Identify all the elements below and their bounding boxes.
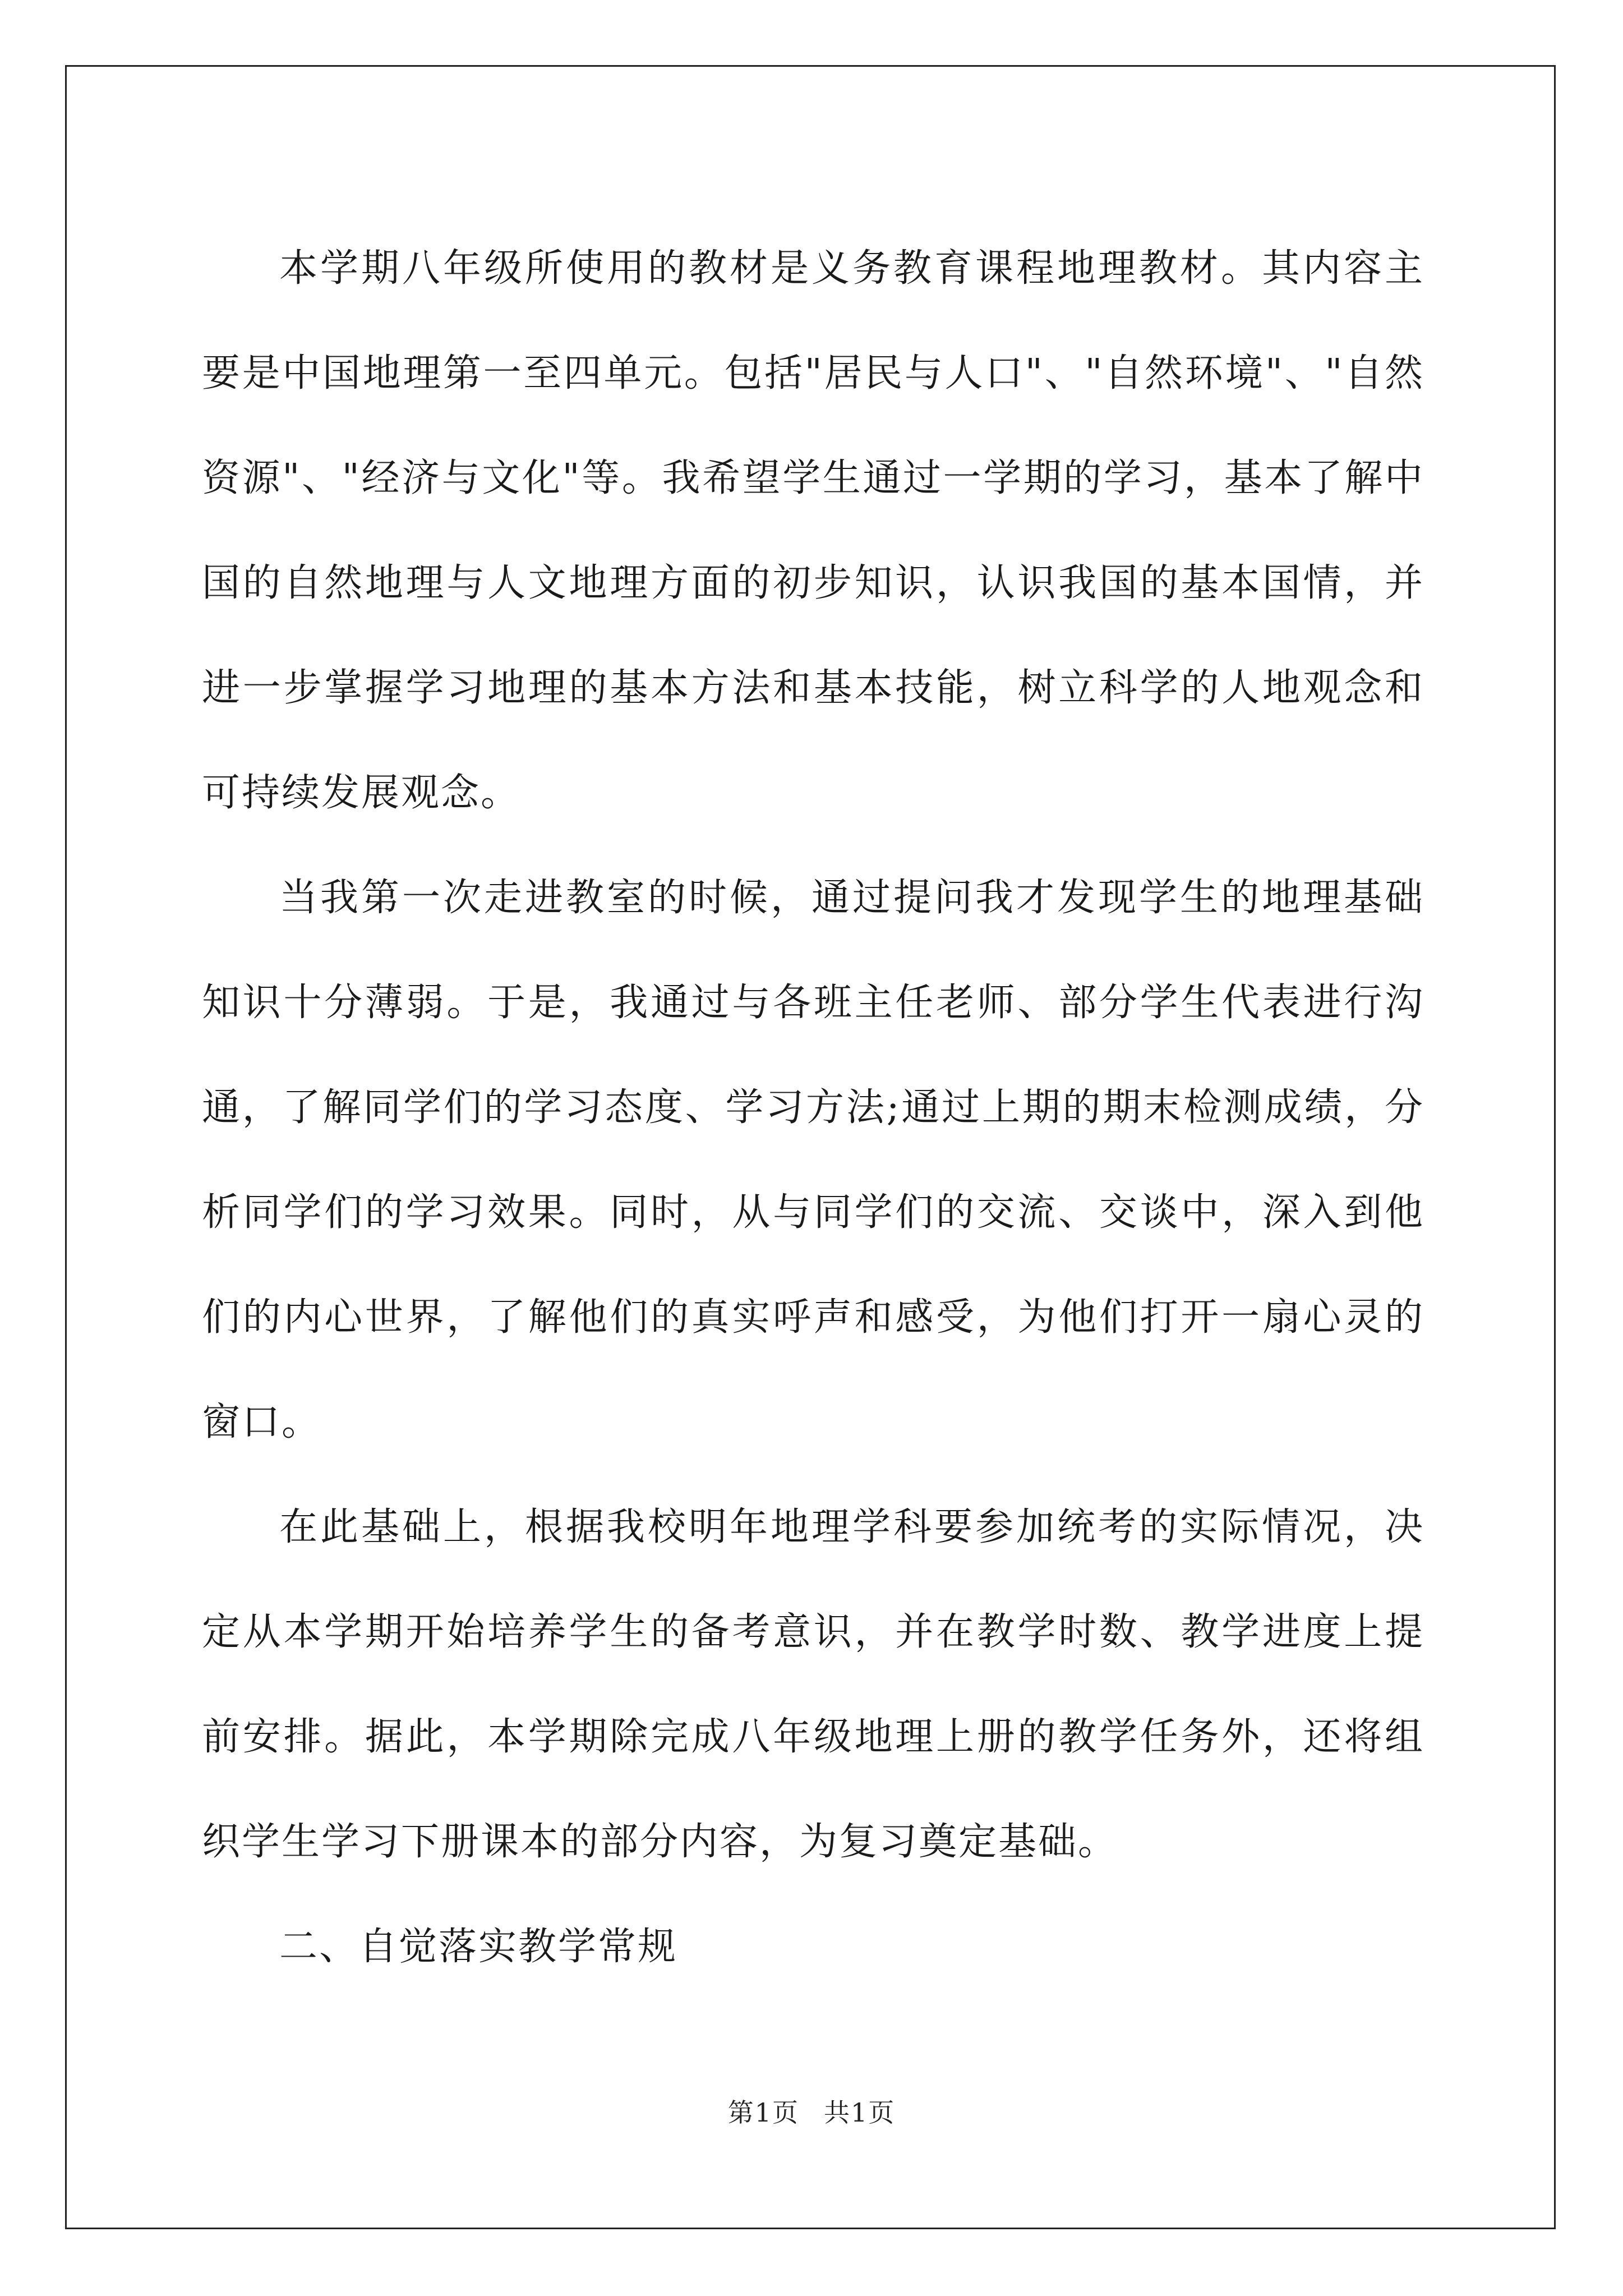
page-footer [0, 2096, 1623, 2129]
page-number: 第1页 [727, 2097, 799, 2128]
page-total: 共1页 [824, 2097, 896, 2128]
paragraph-1: 本学期八年级所使用的教材是义务教育课程地理教材。其内容主要是中国地理第一至四单元。包括"居民与人口"、"自然环境"、"自然资源"、"经济与文化"等。我希望学生通过一学期的学习，基本了解中国的自然地理与人文地理方面的初步知识，认识我国的基本国情，并进一步掌握学习地理的基本方法和基本技能，树立科学的人地观念和可持续发展观念。 [202, 246, 1424, 815]
document-body [202, 216, 1424, 1999]
paragraph-3: 在此基础上，根据我校明年地理学科要参加统考的实际情况，决定从本学期开始培养学生的备考意识，并在教学时数、教学进度上提前安排。据此，本学期除完成八年级地理上册的教学任务外，还将组织学生学习下册课本的部分内容，为复习奠定基础。 [202, 1505, 1424, 1864]
paragraph-2: 当我第一次走进教室的时候，通过提问我才发现学生的地理基础知识十分薄弱。于是，我通过与各班主任老师、部分学生代表进行沟通，了解同学们的学习态度、学习方法;通过上期的期末检测成绩，分析同学们的学习效果。同时，从与同学们的交流、交谈中，深入到他们的内心世界，了解他们的真实呼声和感受，为他们打开一扇心灵的窗口。 [202, 876, 1424, 1444]
section-heading: 二、自觉落实教学常规 [279, 1925, 678, 1969]
